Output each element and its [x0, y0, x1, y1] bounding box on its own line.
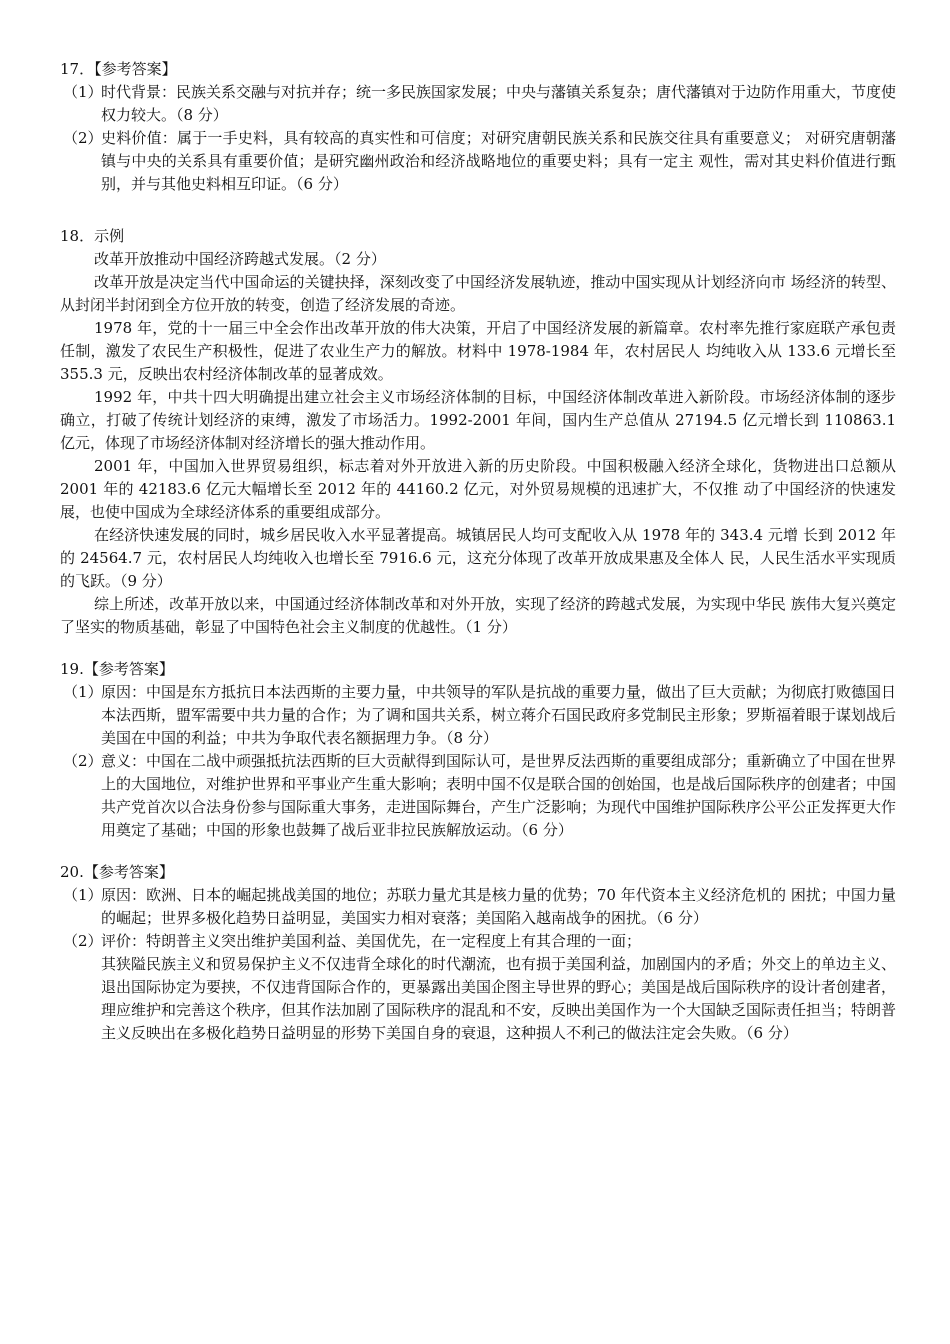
item-text: 评价：特朗普主义突出维护美国利益、美国优先，在一定程度上有其合理的一面；	[101, 932, 642, 950]
question-18-paragraph-2: 1978 年，党的十一届三中全会作出改革开放的伟大决策，开启了中国经济发展的新篇章。农村率先推行家庭联产承包责任制，激发了农民生产积极性，促进了农业生产力的解放。材料中 1978-1984 年，农村居民人 均纯收入从 133.6 元增长至 355.3 元，反映出农村经济体制改革的显著成效。	[60, 319, 896, 383]
question-18-thesis: 改革开放推动中国经济跨越式发展。（2 分）	[94, 250, 386, 268]
answer-document	[60, 58, 896, 1064]
question-17-item-2	[60, 127, 896, 196]
question-20-title: 20.【参考答案】	[60, 863, 174, 881]
question-19-item-2	[60, 750, 896, 842]
question-17-title: 17．【参考答案】	[60, 60, 177, 78]
question-17-item-1	[60, 81, 896, 127]
question-18-paragraph-4: 2001 年，中国加入世界贸易组织，标志着对外开放进入新的历史阶段。中国积极融入经济全球化，货物进出口总额从 2001 年的 42183.6 亿元大幅增长至 2012 年的 44160.2 亿元，对外贸易规模的迅速扩大，不仅推 动了中国经济的快速发展，也使中国成为全球经济体系的重要组成部分。	[60, 457, 896, 521]
question-20-item-2-continuation: 其狭隘民族主义和贸易保护主义不仅违背全球化的时代潮流，也有损于美国利益，加剧国内的矛盾；外交上的单边主义、退出国际协定为要挟，不仅违背国际合作的，更暴露出美国企图主导世界的野心；美国是战后国际秩序的设计者创建者，理应维护和完善这个秩序，但其作法加剧了国际秩序的混乱和不安，反映出美国作为一个大国缺乏国际责任担当；特朗普主义反映出在多极化趋势日益明显的形势下美国自身的衰退，这种损人不利己的做法注定会失败。（6 分）	[101, 955, 897, 1042]
question-18-paragraph-5: 在经济快速发展的同时，城乡居民收入水平显著提高。城镇居民人均可支配收入从 1978 年的 343.4 元增 长到 2012 年的 24564.7 元，农村居民人均纯收入也增长至 7916.6 元，这充分体现了改革开放成果惠及全体人 民，人民生活水平实现质的飞跃。（9 分）	[60, 526, 897, 590]
item-number: （2）	[63, 932, 103, 950]
question-18-title: 18．示例	[60, 227, 125, 245]
question-17	[60, 58, 896, 196]
item-number: （2）	[63, 129, 103, 147]
question-20-item-1	[60, 884, 896, 930]
question-18-paragraph-6: 综上所述，改革开放以来，中国通过经济体制改革和对外开放，实现了经济的跨越式发展，为实现中华民 族伟大复兴奠定了坚实的物质基础，彰显了中国特色社会主义制度的优越性。（1 分）	[60, 595, 896, 636]
question-18-paragraph-1: 改革开放是决定当代中国命运的关键抉择，深刻改变了中国经济发展轨迹，推动中国实现从计划经济向市 场经济的转型、从封闭半封闭到全方位开放的转变，创造了经济发展的奇迹。	[60, 273, 896, 314]
item-number: （1）	[63, 83, 103, 101]
item-number: （2）	[63, 752, 103, 770]
question-19-item-1	[60, 681, 896, 750]
item-text: 意义：中国在二战中顽强抵抗法西斯的巨大贡献得到国际认可，是世界反法西斯的重要组成部分；重新确立了中国在世界上的大国地位，对维护世界和平事业产生重大影响；表明中国不仅是联合国的创始国，也是战后国际秩序的创建者；中国共产党首次以合法身份参与国际重大事务，走进国际舞台，产生广泛影响；为现代中国维护国际秩序公平公正发挥更大作用奠定了基础；中国的形象也鼓舞了战后亚非拉民族解放运动。（6 分）	[101, 752, 897, 839]
question-18	[60, 225, 896, 639]
question-18-paragraph-3: 1992 年，中共十四大明确提出建立社会主义市场经济体制的目标，中国经济体制改革进入新阶段。市场经济体制的逐步确立，打破了传统计划经济的束缚，激发了市场活力。1992-2001 年间，国内生产总值从 27194.5 亿元增长到 110863.1 亿元，体现了市场经济体制对经济增长的强大推动作用。	[60, 388, 896, 452]
question-20-item-2	[60, 930, 896, 953]
question-19-title: 19.【参考答案】	[60, 660, 174, 678]
question-20	[60, 861, 896, 1045]
item-number: （1）	[63, 886, 103, 904]
item-number: （1）	[63, 683, 103, 701]
item-text: 史料价值：属于一手史料，具有较高的真实性和可信度；对研究唐朝民族关系和民族交往具有重要意义； 对研究唐朝藩镇与中央的关系具有重要价值；是研究幽州政治和经济战略地位的重要史料；具有一定主 观性，需对其史料价值进行甄别，并与其他史料相互印证。（6 分）	[101, 129, 896, 193]
item-text: 原因：中国是东方抵抗日本法西斯的主要力量，中共领导的军队是抗战的重要力量，做出了巨大贡献；为彻底打败德国日本法西斯，盟军需要中共力量的合作；为了调和国共关系，树立蒋介石国民政府多党制民主形象；罗斯福着眼于谋划战后美国在中国的利益；中共为争取代表名额据理力争。（8 分）	[101, 683, 897, 747]
item-text: 时代背景：民族关系交融与对抗并存；统一多民族国家发展；中央与藩镇关系复杂；唐代藩镇对于边防作用重大，节度使权力较大。（8 分）	[101, 83, 897, 124]
item-text: 原因：欧洲、日本的崛起挑战美国的地位；苏联力量尤其是核力量的优势；70 年代资本主义经济危机的 困扰；中国力量的崛起；世界多极化趋势日益明显，美国实力相对衰落；美国陷入越南战争的困扰。（6 分）	[101, 886, 896, 927]
question-19	[60, 658, 896, 842]
